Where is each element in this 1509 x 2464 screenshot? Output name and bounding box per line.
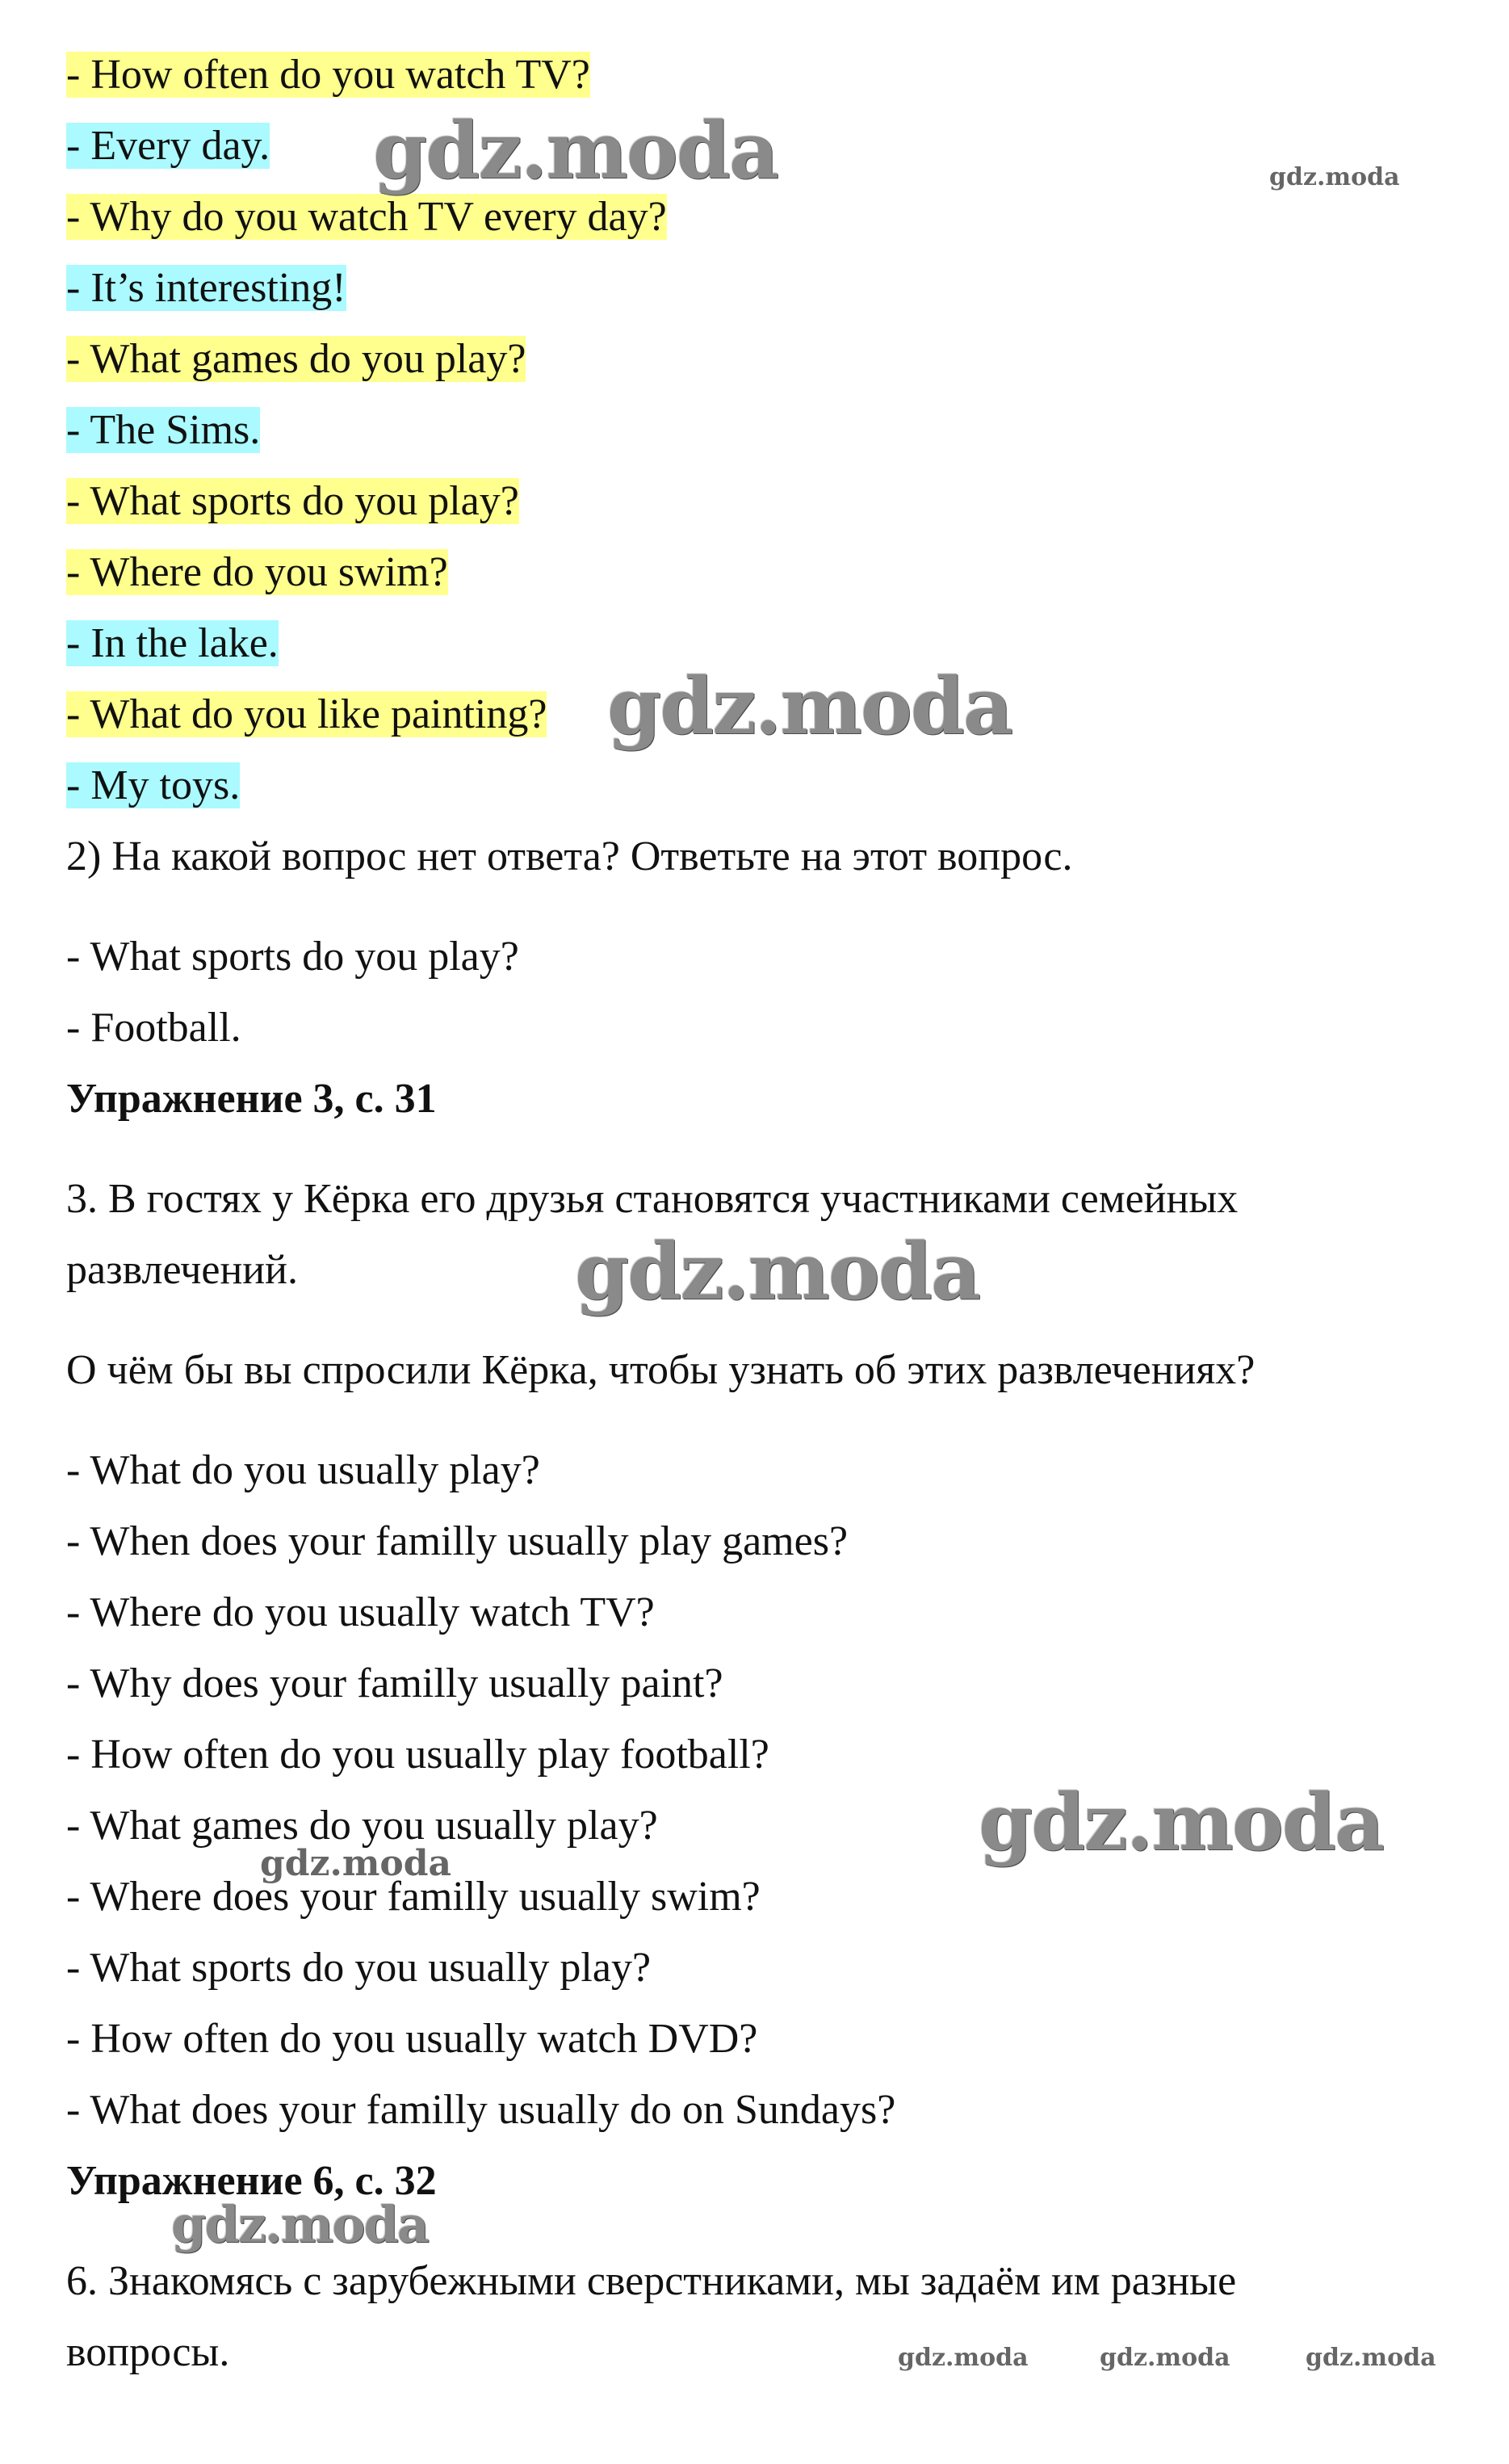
exercise3-intro: развлечений. xyxy=(66,1247,298,1293)
watermark-logo: gdz.moda xyxy=(607,661,1012,752)
exercise6-intro: 6. Знакомясь с зарубежными сверстниками, мы задаём им разные xyxy=(66,2258,1237,2304)
exercise3-line: - How often do you usually play football? xyxy=(66,1732,769,1778)
watermark-logo: gdz.moda xyxy=(575,1226,980,1317)
task2-prompt: 2) На какой вопрос нет ответа? Ответьте на этот вопрос. xyxy=(66,833,1073,879)
dialogue-text: - Why do you watch TV every day? xyxy=(66,194,667,240)
exercise3-line: - What do you usually play? xyxy=(66,1447,540,1493)
watermark-logo: gdz.moda xyxy=(373,105,778,196)
dialogue-text: - How often do you watch TV? xyxy=(66,52,590,98)
watermark-logo: gdz.moda xyxy=(1306,2344,1436,2372)
exercise3-line: - How often do you usually watch DVD? xyxy=(66,2016,758,2062)
exercise3-line: - Why does your familly usually paint? xyxy=(66,1660,723,1706)
dialogue-line xyxy=(66,759,240,812)
exercise3-line: - Where do you usually watch TV? xyxy=(66,1589,655,1635)
dialogue-line xyxy=(66,48,590,102)
dialogue-line xyxy=(66,688,547,741)
watermark-logo: gdz.moda xyxy=(898,2344,1029,2372)
task2-line: - What sports do you play? xyxy=(66,934,519,980)
exercise3-line: - What sports do you usually play? xyxy=(66,1945,652,1991)
watermark-logo: gdz.moda xyxy=(171,2195,428,2254)
dialogue-text: - It’s interesting! xyxy=(66,265,346,311)
watermark-logo: gdz.moda xyxy=(260,1843,452,1884)
dialogue-text: - What do you like painting? xyxy=(66,691,547,737)
exercise3-line: - What does your familly usually do on Sundays? xyxy=(66,2087,896,2133)
watermark-logo: gdz.moda xyxy=(1269,163,1400,191)
exercise3-line: - When does your familly usually play games? xyxy=(66,1518,849,1564)
dialogue-line xyxy=(66,262,346,315)
dialogue-text: - What games do you play? xyxy=(66,336,526,382)
dialogue-text: - What sports do you play? xyxy=(66,478,519,524)
task2-line: - Football. xyxy=(66,1005,241,1051)
exercise6-heading: Упражнение 6, с. 32 xyxy=(66,2158,437,2204)
dialogue-text: - In the lake. xyxy=(66,620,279,666)
dialogue-line xyxy=(66,617,279,670)
dialogue-line xyxy=(66,546,448,599)
exercise3-heading: Упражнение 3, с. 31 xyxy=(66,1076,437,1122)
watermark-logo: gdz.moda xyxy=(1100,2344,1230,2372)
watermark-logo: gdz.moda xyxy=(979,1777,1384,1868)
exercise6-intro: вопросы. xyxy=(66,2329,230,2375)
dialogue-text: - My toys. xyxy=(66,762,241,808)
exercise3-line: - What games do you usually play? xyxy=(66,1803,658,1849)
dialogue-line xyxy=(66,120,270,173)
dialogue-text: - Every day. xyxy=(66,123,270,169)
dialogue-line xyxy=(66,475,519,528)
dialogue-text: - The Sims. xyxy=(66,407,261,453)
exercise3-question: О чём бы вы спросили Кёрка, чтобы узнать об этих развлечениях? xyxy=(66,1347,1255,1393)
dialogue-line xyxy=(66,191,667,244)
dialogue-line xyxy=(66,333,526,386)
dialogue-text: - Where do you swim? xyxy=(66,549,448,595)
exercise3-intro: 3. В гостях у Кёрка его друзья становятся участниками семейных xyxy=(66,1176,1239,1222)
exercise3-line: - Where does your familly usually swim? xyxy=(66,1874,761,1920)
dialogue-line xyxy=(66,404,260,457)
